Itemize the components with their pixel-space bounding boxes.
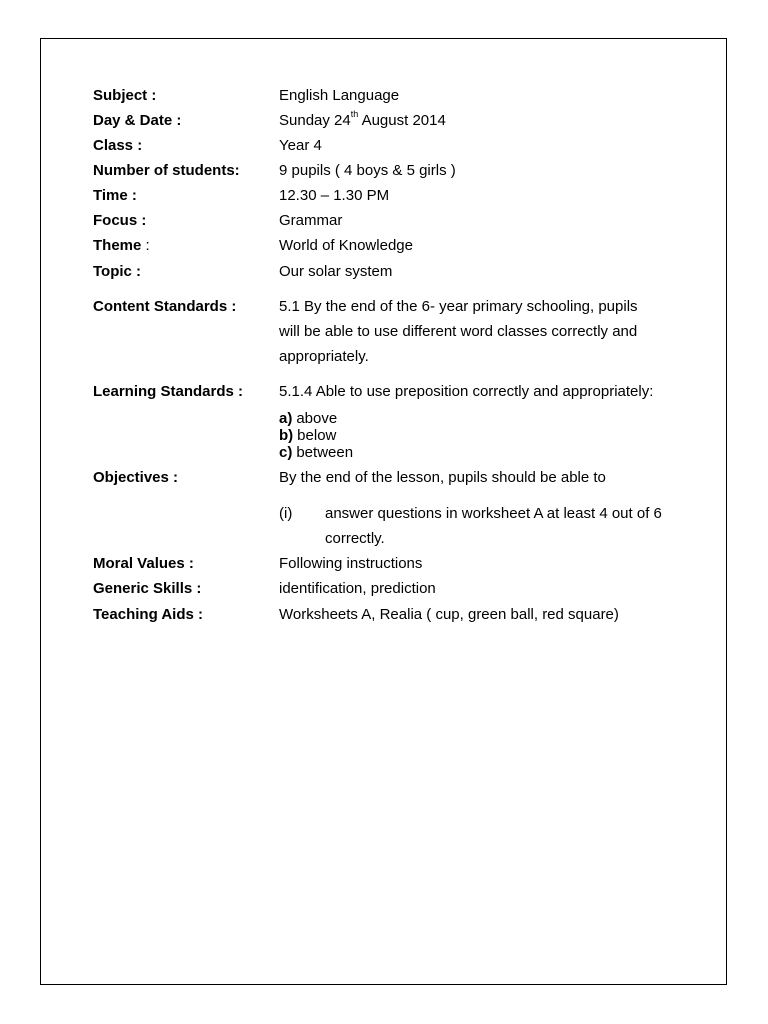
list-item	[279, 427, 679, 444]
objective-line: correctly.	[325, 530, 385, 547]
list-marker: b)	[279, 427, 294, 444]
preposition-list	[279, 410, 679, 461]
objectives-value: By the end of the lesson, pupils should be able to	[279, 469, 606, 486]
time-label: Time :	[93, 187, 137, 204]
subject-value: English Language	[279, 87, 400, 104]
time-value: 12.30 – 1.30 PM	[279, 187, 390, 204]
moral-values-label: Moral Values :	[93, 555, 194, 572]
focus-label: Focus :	[93, 212, 147, 229]
teaching-aids-label: Teaching Aids :	[93, 606, 204, 623]
topic-label: Topic :	[93, 263, 142, 280]
content-standards-value	[279, 294, 679, 369]
list-item	[279, 410, 679, 427]
theme-label-colon: :	[141, 237, 150, 254]
class-label: Class :	[93, 137, 143, 154]
list-text: between	[296, 444, 354, 461]
theme-label-text: Theme	[93, 237, 142, 254]
topic-value: Our solar system	[279, 263, 393, 280]
day-date-value	[279, 109, 679, 129]
content-standards-label: Content Standards :	[93, 298, 237, 315]
day-date-label: Day & Date :	[93, 112, 182, 129]
day-date-pre: Sunday 24	[279, 112, 351, 129]
content-standards-line: will be able to use different word classes correctly and	[279, 323, 638, 340]
day-date-sup: th	[350, 109, 359, 119]
students-value: 9 pupils ( 4 boys & 5 girls )	[279, 162, 456, 179]
learning-standards-value: 5.1.4 Able to use preposition correctly and appropriately:	[279, 383, 654, 400]
list-text: above	[296, 410, 338, 427]
generic-skills-label: Generic Skills :	[93, 580, 202, 597]
class-value: Year 4	[279, 137, 322, 154]
moral-values-value: Following instructions	[279, 555, 423, 572]
list-text: below	[297, 427, 337, 444]
content-standards-line: 5.1 By the end of the 6- year primary schooling, pupils	[279, 298, 638, 315]
generic-skills-value: identification, prediction	[279, 580, 436, 597]
theme-value: World of Knowledge	[279, 237, 413, 254]
focus-value: Grammar	[279, 212, 343, 229]
list-marker: a)	[279, 410, 293, 427]
list-item	[279, 444, 679, 461]
content-standards-line: appropriately.	[279, 348, 369, 365]
subject-label: Subject :	[93, 87, 157, 104]
learning-standards-label: Learning Standards :	[93, 383, 244, 400]
objectives-label: Objectives :	[93, 469, 179, 486]
theme-label	[93, 237, 150, 254]
day-date-post: August 2014	[358, 112, 446, 129]
objective-line: answer questions in worksheet A at least 4 out of 6	[325, 505, 662, 522]
objective-item-text	[325, 501, 685, 551]
teaching-aids-value: Worksheets A, Realia ( cup, green ball, red square)	[279, 606, 619, 623]
list-marker: c)	[279, 444, 293, 461]
objective-marker: (i)	[279, 505, 293, 522]
students-label: Number of students:	[93, 162, 240, 179]
